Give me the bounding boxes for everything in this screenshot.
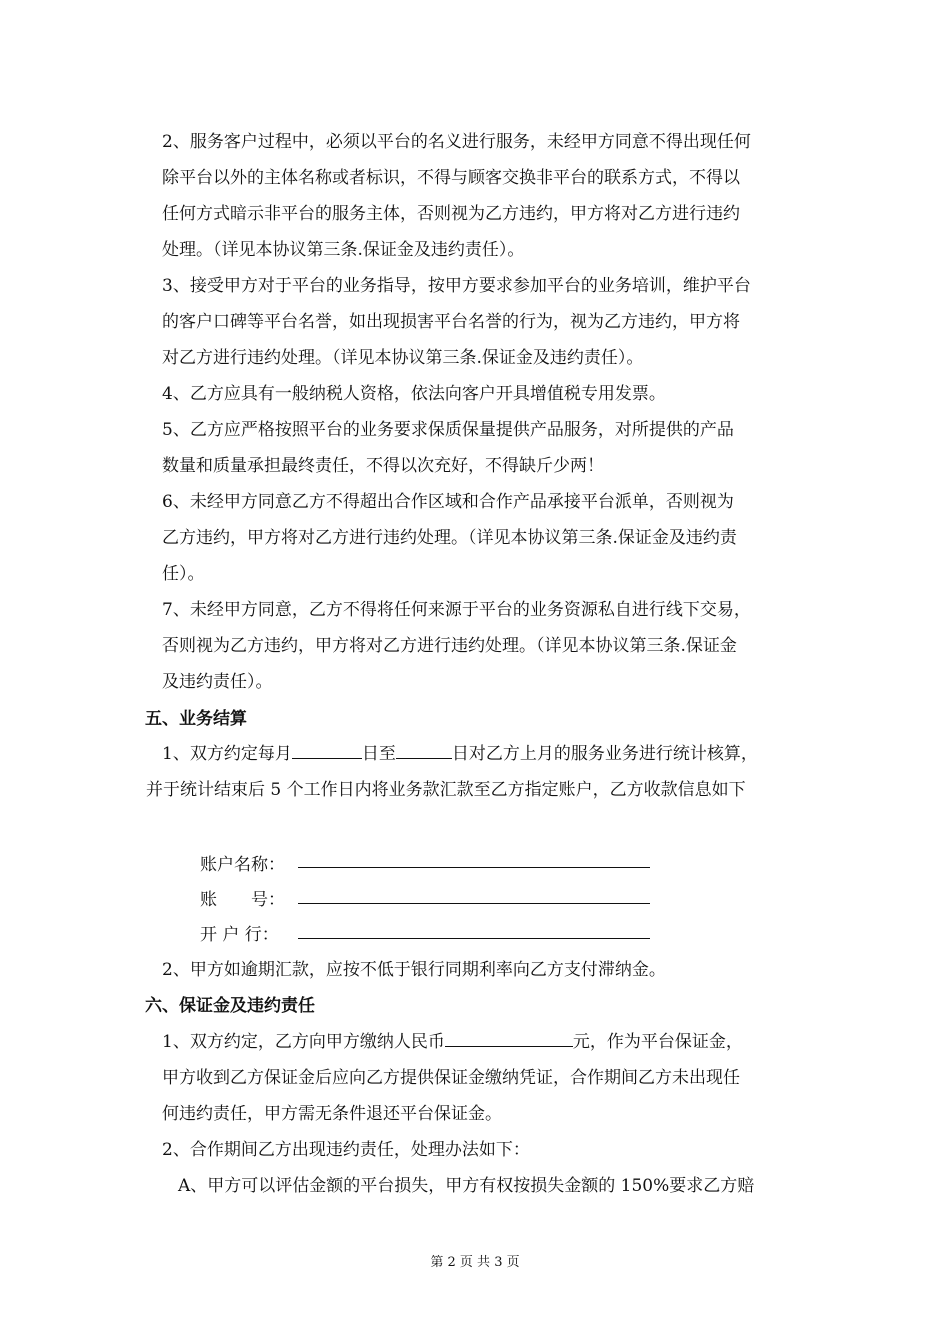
item-5-line-2: 数量和质量承担最终责任，不得以次充好，不得缺斤少两！ bbox=[162, 456, 604, 476]
section-5-heading: 五、业务结算 bbox=[145, 709, 247, 729]
page-footer: 第 2 页 共 3 页 bbox=[430, 1255, 520, 1270]
item-5-line-1: 5、乙方应严格按照平台的业务要求保质保量提供产品服务，对所提供的产品 bbox=[162, 420, 734, 440]
section-5-p1-line-2: 并于统计结束后 5 个工作日内将业务款汇款至乙方指定账户，乙方收款信息如下 bbox=[146, 780, 746, 800]
item-7-line-3: 及违约责任）。 bbox=[162, 672, 273, 692]
item-6-line-2: 乙方违约，甲方将对乙方进行违约处理。（详见本协议第三条.保证金及违约责 bbox=[162, 528, 737, 548]
section-5-p1-part-b: 日至 bbox=[361, 744, 396, 764]
item-2-line-4: 处理。（详见本协议第三条.保证金及违约责任）。 bbox=[162, 240, 525, 260]
account-number-label: 账 号： bbox=[200, 890, 285, 910]
deposit-amount-blank[interactable] bbox=[445, 1030, 573, 1047]
day-from-blank[interactable] bbox=[292, 742, 362, 759]
bank-field[interactable] bbox=[298, 938, 650, 939]
section-6-p1-part-b: 元，作为平台保证金， bbox=[572, 1032, 743, 1052]
item-2-line-2: 除平台以外的主体名称或者标识，不得与顾客交换非平台的联系方式，不得以 bbox=[162, 168, 740, 188]
section-5-p1-part-a: 1、双方约定每月 bbox=[162, 744, 292, 764]
section-6-p1-line-1 bbox=[162, 1027, 743, 1052]
section-6-p1-line-2: 甲方收到乙方保证金后应向乙方提供保证金缴纳凭证，合作期间乙方未出现任 bbox=[162, 1068, 740, 1088]
account-number-field[interactable] bbox=[298, 903, 650, 904]
account-name-field[interactable] bbox=[298, 867, 650, 868]
item-3-line-3: 对乙方进行违约处理。（详见本协议第三条.保证金及违约责任）。 bbox=[162, 348, 644, 368]
item-7-line-1: 7、未经甲方同意，乙方不得将任何来源于平台的业务资源私自进行线下交易， bbox=[162, 600, 751, 620]
item-2-line-3: 任何方式暗示非平台的服务主体，否则视为乙方违约，甲方将对乙方进行违约 bbox=[162, 204, 740, 224]
section-6-heading: 六、保证金及违约责任 bbox=[145, 996, 315, 1016]
section-5-p1-line-1 bbox=[162, 739, 758, 764]
bank-label: 开 户 行： bbox=[200, 925, 279, 945]
item-2-line-1: 2、服务客户过程中，必须以平台的名义进行服务，未经甲方同意不得出现任何 bbox=[162, 132, 751, 152]
account-name-label: 账户名称： bbox=[200, 855, 285, 875]
section-5-p2: 2、甲方如逾期汇款，应按不低于银行同期利率向乙方支付滞纳金。 bbox=[162, 960, 666, 980]
item-3-line-1: 3、接受甲方对于平台的业务指导，按甲方要求参加平台的业务培训，维护平台 bbox=[162, 276, 751, 296]
section-5-p1-part-c: 日对乙方上月的服务业务进行统计核算， bbox=[451, 744, 758, 764]
item-7-line-2: 否则视为乙方违约，甲方将对乙方进行违约处理。（详见本协议第三条.保证金 bbox=[162, 636, 737, 656]
day-to-blank[interactable] bbox=[396, 742, 452, 759]
item-3-line-2: 的客户口碑等平台名誉，如出现损害平台名誉的行为，视为乙方违约，甲方将 bbox=[162, 312, 740, 332]
item-6-line-1: 6、未经甲方同意乙方不得超出合作区域和合作产品承接平台派单，否则视为 bbox=[162, 492, 734, 512]
item-4-line-1: 4、乙方应具有一般纳税人资格，依法向客户开具增值税专用发票。 bbox=[162, 384, 666, 404]
section-6-item-a: A、甲方可以评估金额的平台损失，甲方有权按损失金额的 150%要求乙方赔 bbox=[178, 1176, 755, 1196]
section-6-p1-line-3: 何违约责任，甲方需无条件退还平台保证金。 bbox=[162, 1104, 502, 1124]
section-6-p2: 2、合作期间乙方出现违约责任，处理办法如下： bbox=[162, 1140, 530, 1160]
item-6-line-3: 任）。 bbox=[162, 564, 205, 584]
section-6-p1-part-a: 1、双方约定，乙方向甲方缴纳人民币 bbox=[162, 1032, 445, 1052]
